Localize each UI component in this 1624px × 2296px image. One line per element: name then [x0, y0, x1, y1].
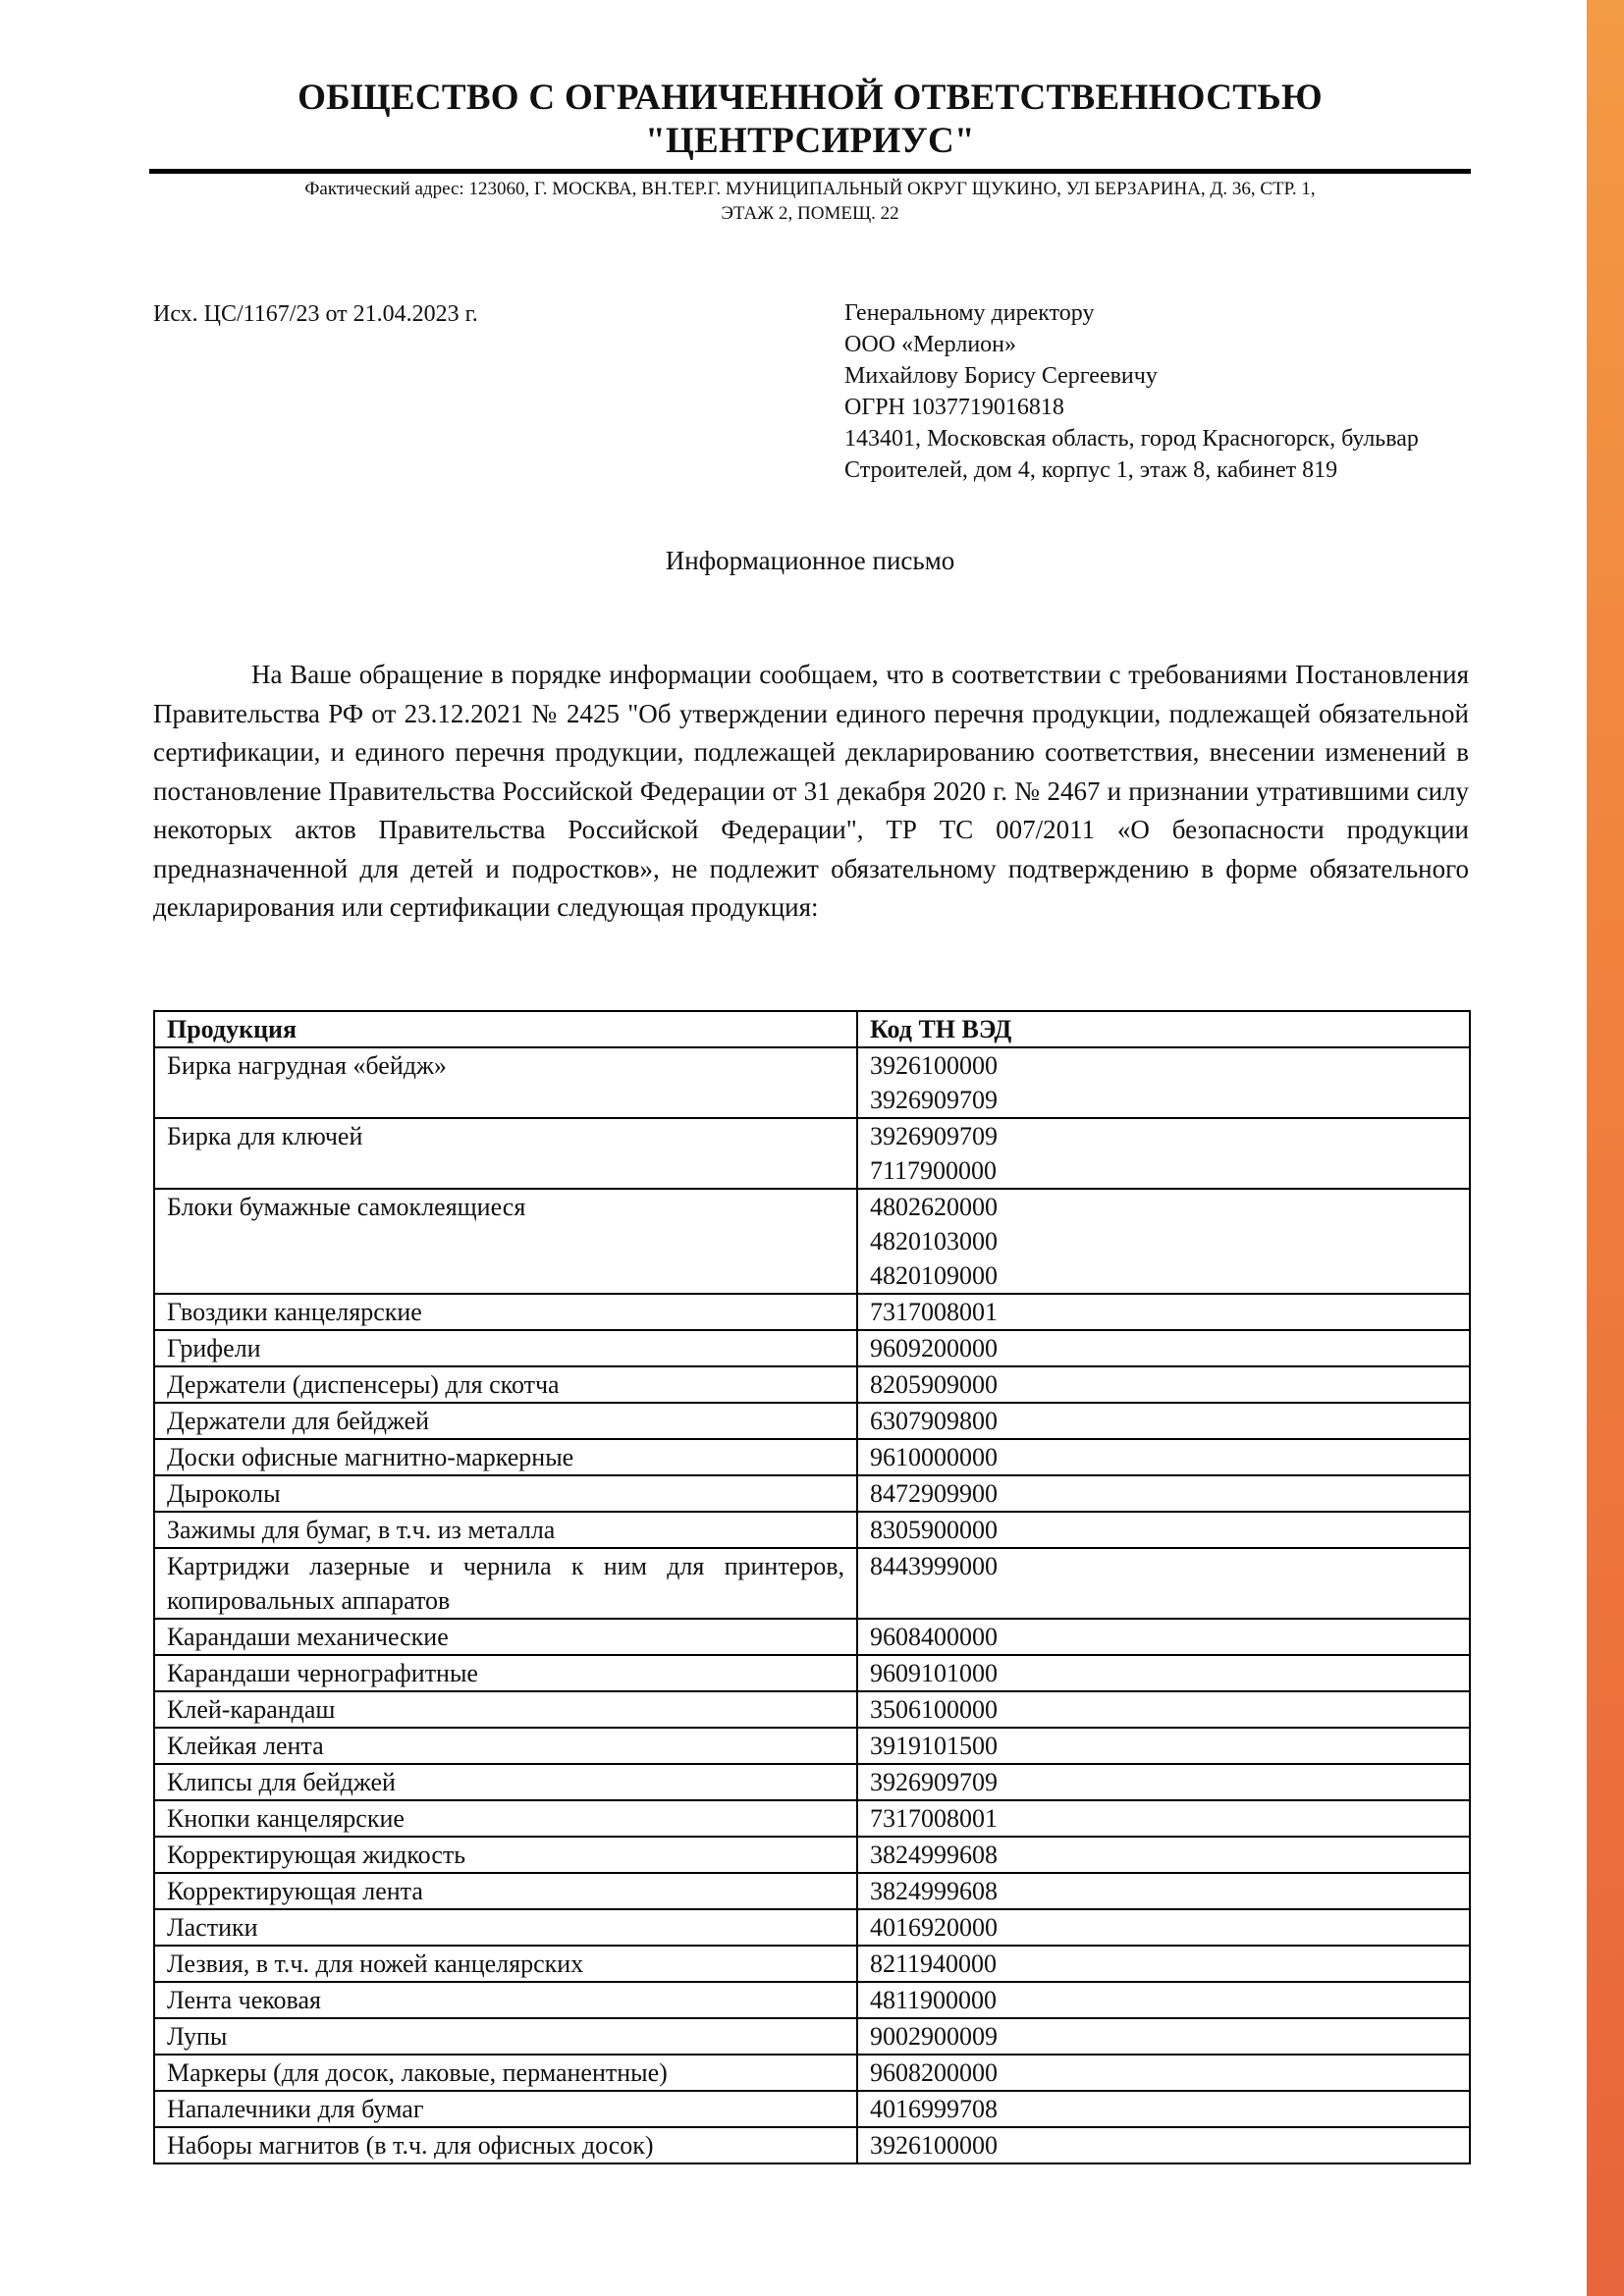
product-name-cell: Корректирующая лента: [154, 1873, 857, 1909]
table-row: [154, 1403, 1470, 1439]
table-row: [154, 2091, 1470, 2127]
table-row: [154, 1189, 1470, 1294]
code-cell: [857, 1764, 1470, 1800]
tnved-code: 3926909709: [870, 1086, 998, 1114]
tnved-code: 9610000000: [870, 1443, 998, 1471]
table-row: [154, 1366, 1470, 1403]
product-name-cell: Лупы: [154, 2018, 857, 2055]
tnved-code: 3926909709: [870, 1122, 998, 1150]
product-name-cell: Маркеры (для досок, лаковые, перманентные): [154, 2055, 857, 2091]
table-row: [154, 1294, 1470, 1330]
table-row: [154, 2127, 1470, 2163]
product-name-cell: Кнопки канцелярские: [154, 1800, 857, 1837]
table-row: [154, 1655, 1470, 1691]
product-name-cell: Грифели: [154, 1330, 857, 1366]
code-cell: [857, 1189, 1470, 1294]
outgoing-reference: Исх. ЦС/1167/23 от 21.04.2023 г.: [153, 301, 478, 327]
table-body: [154, 1047, 1470, 2163]
product-name-cell: Гвоздики канцелярские: [154, 1294, 857, 1330]
tnved-code: 3506100000: [870, 1695, 998, 1724]
code-cell: [857, 2127, 1470, 2163]
code-cell: [857, 1655, 1470, 1691]
table-row: [154, 1800, 1470, 1837]
product-name-cell: Доски офисные магнитно-маркерные: [154, 1439, 857, 1475]
company-name-line1: ОБЩЕСТВО С ОГРАНИЧЕННОЙ ОТВЕТСТВЕННОСТЬЮ: [298, 78, 1323, 118]
tnved-code: 9608200000: [870, 2058, 998, 2087]
code-cell: [857, 1946, 1470, 1982]
product-name-cell: Бирка для ключей: [154, 1118, 857, 1189]
code-cell: [857, 1512, 1470, 1548]
tnved-code: 4811900000: [870, 1986, 998, 2014]
table-row: [154, 1873, 1470, 1909]
tnved-code: 8443999000: [870, 1552, 998, 1580]
header-divider: [149, 169, 1471, 174]
recipient-line: Строителей, дом 4, корпус 1, этаж 8, кабинет 819: [844, 457, 1338, 483]
company-address: [149, 177, 1471, 226]
code-cell: [857, 1982, 1470, 2018]
product-name-cell: Клейкая лента: [154, 1728, 857, 1764]
table-row: [154, 1837, 1470, 1873]
table-row: [154, 1619, 1470, 1655]
product-name-cell: Карандаши чернографитные: [154, 1655, 857, 1691]
recipient-line: Генеральному директору: [844, 300, 1095, 326]
code-cell: [857, 1837, 1470, 1873]
table-row: [154, 1330, 1470, 1366]
product-name-cell: Держатели (диспенсеры) для скотча: [154, 1366, 857, 1403]
tnved-code: 7117900000: [870, 1156, 998, 1185]
table-header-row: [154, 1011, 1470, 1047]
tnved-code: 7317008001: [870, 1804, 998, 1833]
body-paragraph: На Ваше обращение в порядке информации сообщаем, что в соответствии с требованиями Постановления Правительства РФ от 23.12.2021 № 2425 "Об утверждении единого перечня продукции, подлежащей обязательной сертификации, и единого перечня продукции, подлежащей декларированию соответствия, внесении изменений в постановление Правительства Российской Федерации от 31 декабря 2020 г. № 2467 и признании утратившими силу некоторых актов Правительства Российской Федерации", ТР ТС 007/2011 «О безопасности продукции предназначенной для детей и подростков», не подлежит обязательному подтверждению в форме обязательного декларирования или сертификации следующая продукция:: [153, 660, 1469, 922]
recipient-line: ООО «Мерлион»: [844, 332, 1017, 357]
orange-side-band: [1587, 0, 1624, 2296]
tnved-code: 3919101500: [870, 1732, 998, 1760]
code-cell: [857, 2055, 1470, 2091]
code-cell: [857, 1619, 1470, 1655]
tnved-code: 8472909900: [870, 1479, 998, 1508]
tnved-code: 4820103000: [870, 1227, 998, 1255]
tnved-code: 3824999608: [870, 1841, 998, 1869]
tnved-code: 3926100000: [870, 2131, 998, 2160]
tnved-code: 4016920000: [870, 1913, 998, 1942]
product-name-cell: Карандаши механические: [154, 1619, 857, 1655]
tnved-code: 8305900000: [870, 1516, 998, 1544]
table-row: [154, 1764, 1470, 1800]
table-row: [154, 1982, 1470, 2018]
code-cell: [857, 1728, 1470, 1764]
tnved-code: 8211940000: [870, 1949, 998, 1978]
code-cell: [857, 1800, 1470, 1837]
address-line2: ЭТАЖ 2, ПОМЕЩ. 22: [721, 203, 899, 224]
code-cell: [857, 1366, 1470, 1403]
tnved-code: 9609101000: [870, 1659, 998, 1687]
recipient-line: Михайлову Борису Сергеевичу: [844, 363, 1158, 389]
table-row: [154, 1691, 1470, 1728]
recipient-line: 143401, Московская область, город Красногорск, бульвар: [844, 426, 1419, 452]
tnved-code: 9002900009: [870, 2022, 998, 2051]
tnved-code: 3824999608: [870, 1877, 998, 1905]
tnved-code: 9608400000: [870, 1623, 998, 1651]
code-cell: [857, 1548, 1470, 1619]
product-name-cell: Корректирующая жидкость: [154, 1837, 857, 1873]
product-name-cell: Зажимы для бумаг, в т.ч. из металла: [154, 1512, 857, 1548]
product-name-cell: Блоки бумажные самоклеящиеся: [154, 1189, 857, 1294]
product-name-cell: Ластики: [154, 1909, 857, 1946]
products-table: [153, 1010, 1471, 2164]
code-cell: [857, 1118, 1470, 1189]
code-cell: [857, 1403, 1470, 1439]
table-row: [154, 1728, 1470, 1764]
table-row: [154, 1047, 1470, 1118]
code-cell: [857, 1475, 1470, 1512]
product-name-cell: Лента чековая: [154, 1982, 857, 2018]
code-cell: [857, 1330, 1470, 1366]
table-row: [154, 1439, 1470, 1475]
table-row: [154, 1548, 1470, 1619]
address-line1: Фактический адрес: 123060, Г. МОСКВА, ВН.ТЕР.Г. МУНИЦИПАЛЬНЫЙ ОКРУГ ЩУКИНО, УЛ БЕРЗАРИНА, Д. 36, СТР. 1,: [304, 179, 1316, 199]
table-row: [154, 1118, 1470, 1189]
code-cell: [857, 1691, 1470, 1728]
tnved-code: 4802620000: [870, 1193, 998, 1221]
table-row: [154, 2018, 1470, 2055]
code-cell: [857, 2091, 1470, 2127]
product-name-cell: Напалечники для бумаг: [154, 2091, 857, 2127]
table-row: [154, 1946, 1470, 1982]
header-product: Продукция: [154, 1011, 857, 1047]
product-name-cell: Держатели для бейджей: [154, 1403, 857, 1439]
code-cell: [857, 1439, 1470, 1475]
tnved-code: 4820109000: [870, 1261, 998, 1290]
code-cell: [857, 1294, 1470, 1330]
recipient-line: ОГРН 1037719016818: [844, 395, 1064, 420]
product-name-cell: Бирка нагрудная «бейдж»: [154, 1047, 857, 1118]
tnved-code: 9609200000: [870, 1334, 998, 1362]
header-code: Код ТН ВЭД: [857, 1011, 1470, 1047]
tnved-code: 6307909800: [870, 1407, 998, 1435]
product-name-cell: Дыроколы: [154, 1475, 857, 1512]
product-name-cell: Картриджи лазерные и чернила к ним для принтеров, копировальных аппаратов: [154, 1548, 857, 1619]
tnved-code: 4016999708: [870, 2095, 998, 2123]
code-cell: [857, 1873, 1470, 1909]
table-row: [154, 2055, 1470, 2091]
code-cell: [857, 1047, 1470, 1118]
product-name-cell: Лезвия, в т.ч. для ножей канцелярских: [154, 1946, 857, 1982]
tnved-code: 3926909709: [870, 1768, 998, 1796]
table-row: [154, 1512, 1470, 1548]
tnved-code: 8205909000: [870, 1370, 998, 1399]
code-cell: [857, 1909, 1470, 1946]
code-cell: [857, 2018, 1470, 2055]
product-name-cell: Наборы магнитов (в т.ч. для офисных досок): [154, 2127, 857, 2163]
tnved-code: 3926100000: [870, 1051, 998, 1080]
product-name-cell: Клипсы для бейджей: [154, 1764, 857, 1800]
table-row: [154, 1909, 1470, 1946]
table-row: [154, 1475, 1470, 1512]
letter-title: Информационное письмо: [665, 546, 955, 575]
company-name-line2: "ЦЕНТРСИРИУС": [645, 121, 975, 161]
recipient-block: [844, 297, 1532, 486]
letterhead: [149, 77, 1471, 226]
product-name-cell: Клей-карандаш: [154, 1691, 857, 1728]
tnved-code: 7317008001: [870, 1298, 998, 1326]
